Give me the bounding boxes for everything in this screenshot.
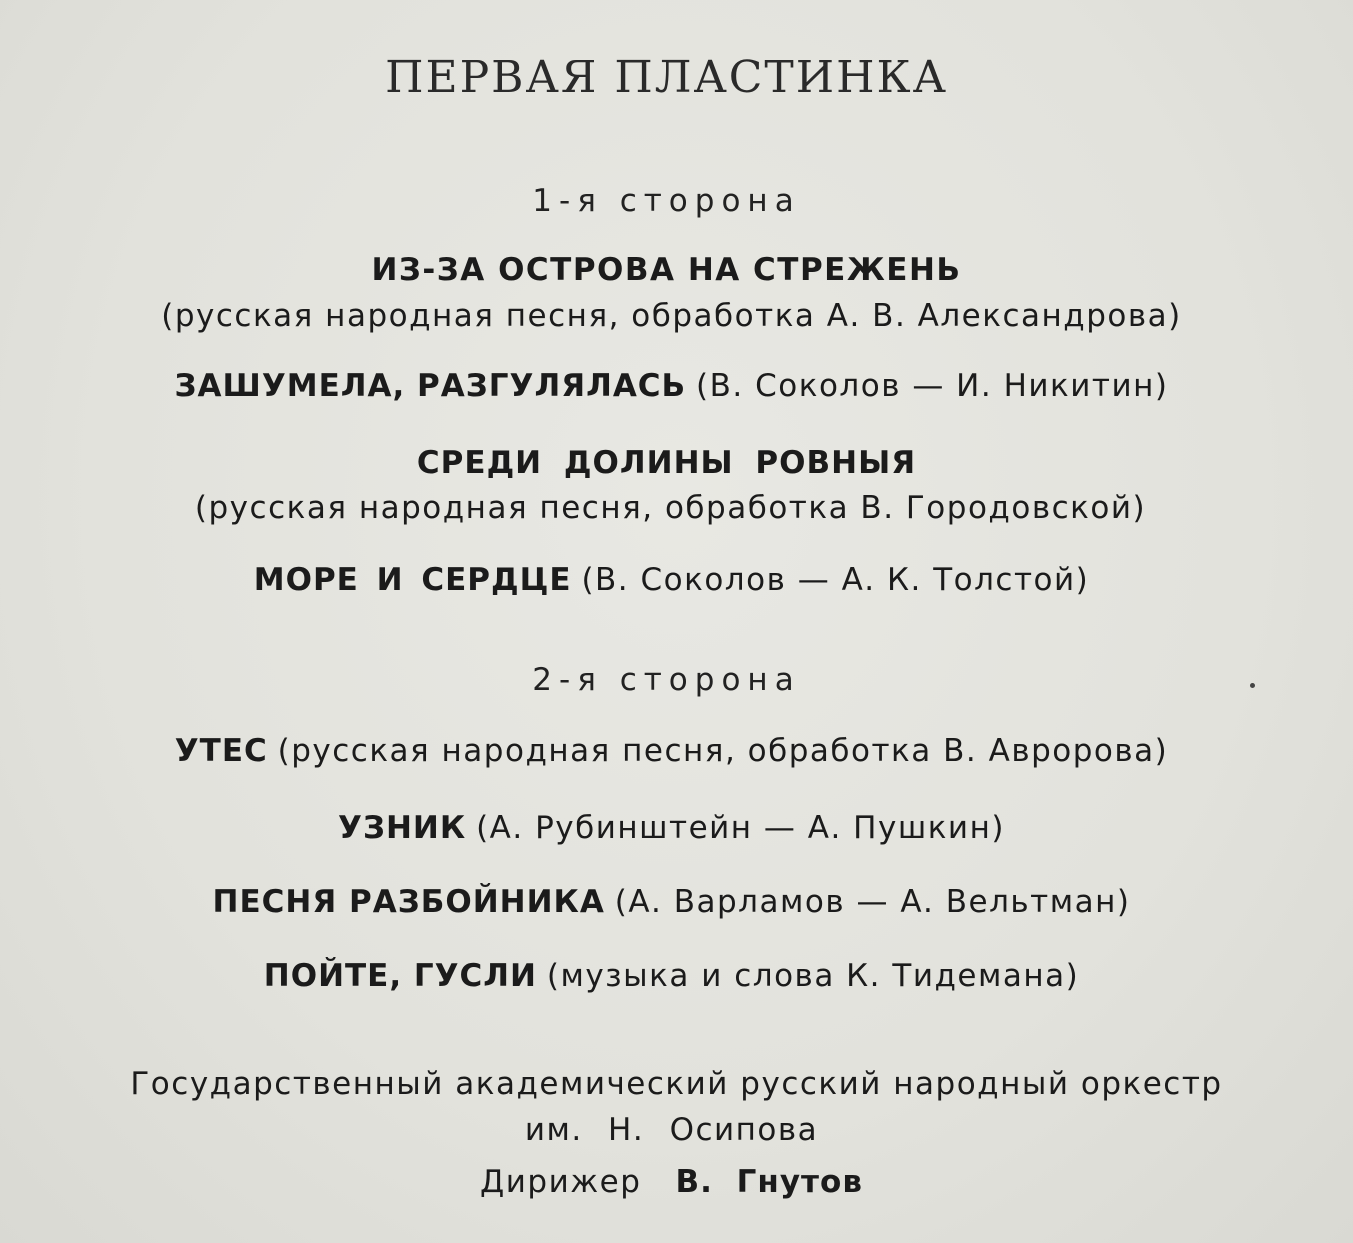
song-title: МОРЕ И СЕРДЦЕ (253, 562, 572, 598)
song-note: (русская народная песня, обработка В. Авророва) (277, 733, 1169, 769)
song-note: (русская народная песня, обработка А. В. Александрова) (161, 298, 1182, 334)
song-title: ИЗ-ЗА ОСТРОВА НА СТРЕЖЕНЬ (371, 252, 962, 288)
song-title: ПОЙТЕ, ГУСЛИ (263, 958, 537, 994)
song-line (0, 884, 1348, 920)
song-note: (русская народная песня, обработка В. Городовской) (194, 490, 1147, 526)
song-title: СРЕДИ ДОЛИНЫ РОВНЫЯ (416, 445, 917, 481)
conductor-name: В. Гнутов (675, 1164, 863, 1200)
song-note: (А. Варламов — А. Вельтман) (614, 884, 1131, 920)
orchestra-name: Государственный академический русский народный оркестр (130, 1066, 1223, 1102)
side-2-heading: 2-я сторона (532, 662, 801, 698)
song-line (0, 958, 1348, 994)
song-line (0, 810, 1348, 846)
song-title: ПЕСНЯ РАЗБОЙНИКА (212, 884, 605, 920)
song-line (0, 733, 1348, 769)
song-line (0, 562, 1348, 598)
song-note: (музыка и слова К. Тидемана) (546, 958, 1080, 994)
song-title: УЗНИК (338, 810, 467, 846)
song-note: (В. Соколов — А. К. Толстой) (581, 562, 1090, 598)
song-title: ЗАШУМЕЛА, РАЗГУЛЯЛАСЬ (174, 368, 687, 404)
side-1-heading: 1-я сторона (532, 183, 801, 219)
print-speck (1250, 683, 1255, 688)
conductor-line (0, 1164, 1348, 1200)
song-note: (А. Рубинштейн — А. Пушкин) (476, 810, 1005, 846)
song-line (0, 368, 1348, 404)
orchestra-name-line2: им. Н. Осипова (524, 1112, 819, 1148)
page-title: ПЕРВАЯ ПЛАСТИНКА (385, 52, 948, 103)
song-title: УТЕС (174, 733, 268, 769)
conductor-label: Дирижер (480, 1164, 642, 1200)
song-note: (В. Соколов — И. Никитин) (696, 368, 1169, 404)
